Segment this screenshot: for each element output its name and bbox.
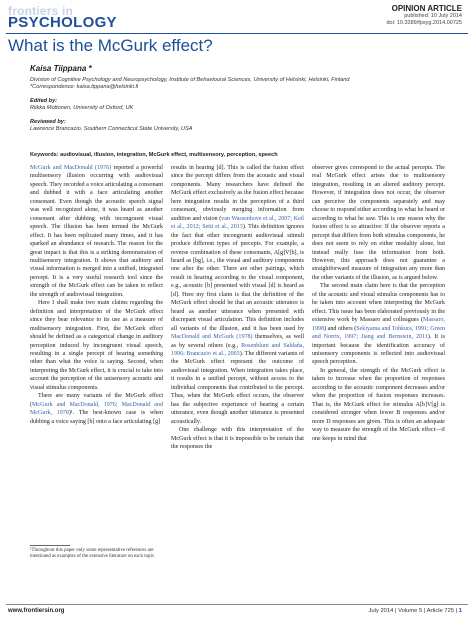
affiliation: Division of Cognitive Psychology and Neuropsychology, Institute of Behavioural Sciences, University of Helsinki, Helsinki, Finland [30,77,350,83]
paragraph: observer gives correspond to the actual percepts. The real McGurk effect arises due to multisensory integration, resulting in an altered auditory percept. However, if integration does not occur, the observer can perceive the components separately and may choose to respond either according to what he heard or according to what he saw. This is one reason why the fusion effect is so attractive: If the observer reports a percept that differs from both stimulus components, he does not seem to rely on either modality alone, but instead really fuse the information from both. However, this approach does not guarantee a straightforward measure of integration any more than the other variants of the illusion, as is argued below. [312,165,445,281]
published-date: published: 10 July 2014 [404,13,462,19]
paragraph-text: ). The different variants of the McGurk effect represent the outcome of audiovisual integration. When integration takes place, it results in a unified percept, without access to the individual components that contributed to the percept. Thus, when the McGurk effect occurs, the observer has the subjective experience of hearing a certain utterance, even though another utterance is presented acoustically. [171,350,304,425]
citation-link[interactable]: Rosenblum and Saldaña, 1996; Brancazio et al., 2003 [171,342,304,357]
reviewed-by-label: Reviewed by: [30,119,66,125]
body-column-2 [171,164,304,451]
paragraph-text: ). It is important because the identification accuracy of unisensory components is reflected into audiovisual speech perception. [312,334,445,366]
reviewer: Lawrence Brancazio, Southern Connecticut State University, USA [30,126,193,132]
paragraph [312,282,445,367]
article-type: OPINION ARTICLE [391,4,462,13]
paragraph-text: ). This definition ignores the fact that other incongruent audiovisual stimuli produce different types of percepts. For example, a reverse combination of these consonants, A[g]V[b], is heard as [bg], i.e., the visual and auditory components one after the other. There are other pairings, which result in hearing according to the visual component, e.g., acoustic [b] presented with visual [d] is heard as [d]. Here my first claim is that the definition of the McGurk effect should be that an acoustic utterance is heard as another utterance when presented with discrepant visual articulation. This definition includes all variants of the illusion, and it has been used by [171,224,305,332]
footer-rule [6,604,468,605]
paragraph: Here I shall make two main claims regarding the definition and interpretation of the McGurk effect since they bear relevance to its use as a measure of multisensory integration. First, the McGurk effect should be defined as a categorical change in auditory perception induced by incongruent visual speech, resulting in a single percept of hearing something other than what the voice is saying. Second, when interpreting the McGurk effect, it is crucial to take into account the perception of the unisensory acoustic and visual stimulus components. [30,300,163,391]
header-rule [6,33,468,34]
paragraph-text: )¹. The best-known case is when dubbing a voice saying [b] onto a face articulating [g] [30,410,163,425]
paragraph-text: The second main claim here is that the perception of the acoustic and visual stimulus components has to be taken into account when interpreting the McGurk effect. This issue has been elaborated previously in the extensive work by Massaro and colleagues ( [312,283,445,324]
footer-citation [369,608,462,614]
paragraph [30,392,163,426]
citation-link[interactable]: MacDonald and McGurk (1978) [171,334,253,341]
editor: Riikka Mottonen, University of Oxford, UK [30,105,134,111]
paragraph-text: There are many variants of the McGurk effect ( [30,393,163,408]
paragraph [30,164,163,299]
paragraph [171,164,304,426]
paragraph-text: themselves, as well as by several others (e.g., [171,334,304,349]
citation-link[interactable]: van Wassenhove et al., 2007; Keil et al., 2012; Setti et al., 2013 [171,215,304,231]
keywords-label: Keywords: [30,152,59,158]
edited-by-label: Edited by: [30,98,58,104]
citation-link[interactable]: Massaro, 1998 [312,317,445,332]
citation-link[interactable]: Sekiyama and Tohkura, 1991; Green and Norrix, 1997; Jiang and Bernstein, 2011 [312,325,445,341]
footnote: ¹Throughout this paper only some representative references are mentioned as examples of the extensive literature on each topic. [30,548,156,559]
footnote-rule [30,545,70,546]
keywords [30,152,278,158]
issue-info: July 2014 | Volume 5 | Article 725 | [368,608,459,614]
paragraph-text: reported a powerful multisensory illusion occurring with audiovisual speech. They recorded a voice articulating a consonant and dubbed it with a face articulating another consonant. Even though the acoustic speech signal was well recognized alone, it was heard as another consonant after dubbing with incongruent visual speech. The illusion has been termed the McGurk effect. It has been replicated many times, and it has sparked an abundance of research. The reason for the great impact is that this is a striking demonstration of multisensory integration. It shows that auditory and visual information is merged into a unified, integrated percept. It is a very useful research tool since the strength of the McGurk effect can be taken to reflect the strength of audiovisual integration. [30,165,163,298]
correspondence[interactable]: *Correspondence: kaisa.tippana@helsinki.fi [30,84,139,90]
journal-website-link[interactable]: www.frontiersin.org [8,608,65,614]
keywords-list: audiovisual, illusion, integration, McGurk effect, multisensory, perception, speech [60,152,278,158]
paragraph: One challenge with this interpretation of the McGurk effect is that it is impossible to be certain that the responses the [171,427,304,450]
author-name[interactable]: Kaisa Tiippana * [30,64,92,73]
citation-link[interactable]: McGurk and MacDonald, 1976; MacDonald and McGurk, 1978 [30,401,163,417]
paragraph-text: ) and others ( [324,325,357,332]
journal-logo-name: PSYCHOLOGY [8,14,117,31]
paragraph: In general, the strength of the McGurk effect is taken to increase when the proportion of responses according to the acoustic component decreases and/or when the proportion of fusion responses increases. That is, the McGurk effect for stimulus A[b]V[g] is considered stronger when fewer B responses and/or more D responses are given. This is often an adequate way to measure the strength of the McGurk effect—if one keeps in mind that [312,367,445,442]
page-number: 1 [458,608,462,614]
paragraph-text: results in hearing [d]. This is called the fusion effect since the percept differs from the acoustic and visual components. Many researchers have defined the McGurk effect exclusively as the fusion effect because here integration results in the perception of a third consonant, obviously merging information from audition and vision ( [171,165,304,222]
journal-logo-line1: frontiers in [8,4,74,18]
body-column-3 [312,164,445,443]
citation-link[interactable]: McGurk and MacDonald (1976) [30,165,112,171]
article-title: What is the McGurk effect? [8,36,213,55]
body-column-1 [30,164,163,426]
doi[interactable]: doi: 10.3389/fpsyg.2014.00725 [386,20,462,26]
